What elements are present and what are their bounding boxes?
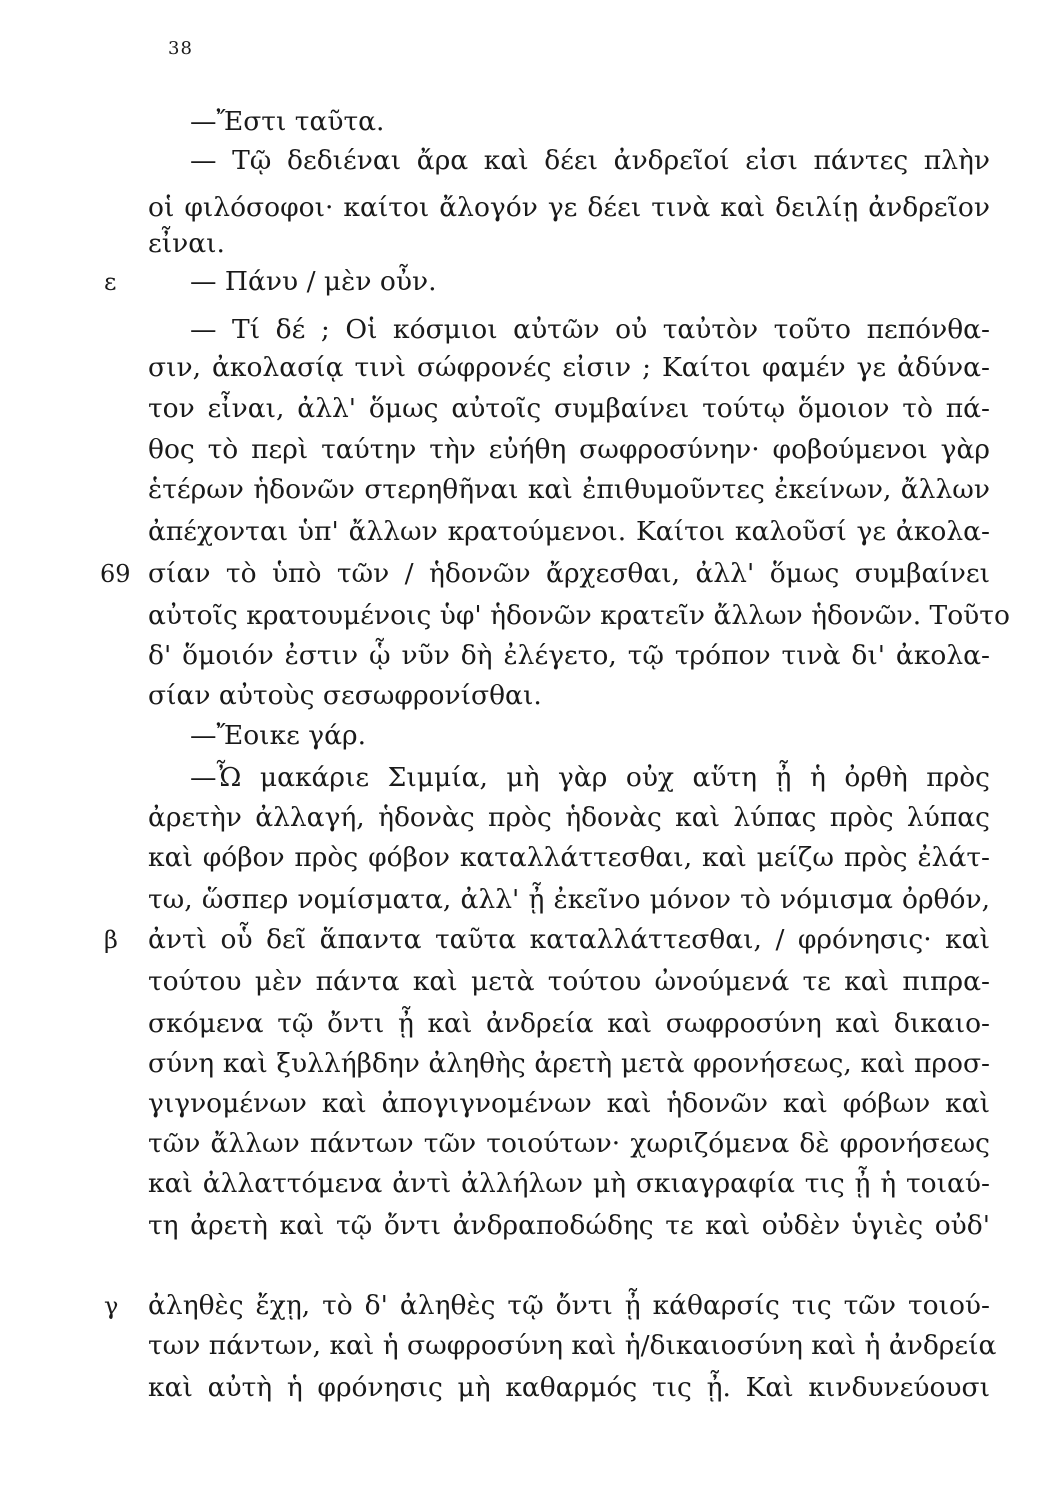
text-line: σίαν αὐτοὺς σεσωφρονίσθαι. [148, 680, 542, 711]
text-line: τω, ὥσπερ νομίσματα, ἀλλ' ᾖ ἐκεῖνο μόνον τὸ νόμισμα ὀρθόν, [148, 884, 990, 915]
text-line: — Τῷ δεδιέναι ἄρα καὶ δέει ἀνδρεῖοί εἰσι πάντες πλὴν [190, 145, 990, 176]
text-line: τη ἀρετὴ καὶ τῷ ὄντι ἀνδραποδώδης τε καὶ οὐδὲν ὑγιὲς οὐδ' [148, 1210, 990, 1241]
text-line: καὶ φόβον πρὸς φόβον καταλλάττεσθαι, καὶ μείζω πρὸς ἐλάτ- [148, 842, 990, 873]
text-line: τῶν ἄλλων πάντων τῶν τοιούτων· χωριζόμενα δὲ φρονήσεως [148, 1128, 990, 1159]
page-number: 38 [168, 38, 193, 59]
text-line: ἀληθὲς ἔχῃ, τὸ δ' ἀληθὲς τῷ ὄντι ᾖ κάθαρσίς τις τῶν τοιού- [148, 1290, 990, 1321]
margin-marker-gamma: γ [104, 1292, 119, 1320]
text-line: γιγνομένων καὶ ἀπογιγνομένων καὶ ἡδονῶν καὶ φόβων καὶ [148, 1088, 990, 1119]
text-line: σίαν τὸ ὑπὸ τῶν / ἡδονῶν ἄρχεσθαι, ἀλλ' ὅμως συμβαίνει [148, 558, 990, 589]
text-line: —Ὦ μακάριε Σιμμία, μὴ γὰρ οὐχ αὕτη ᾖ ἡ ὀρθὴ πρὸς [190, 762, 990, 793]
text-line: — Τί δέ ; Οἱ κόσμιοι αὐτῶν οὐ ταὐτὸν τοῦτο πεπόνθα- [190, 314, 990, 345]
text-line: ἀρετὴν ἀλλαγή, ἡδονὰς πρὸς ἡδονὰς καὶ λύπας πρὸς λύπας [148, 802, 990, 833]
text-line: τον εἶναι, ἀλλ' ὅμως αὐτοῖς συμβαίνει τούτῳ ὅμοιον τὸ πά- [148, 393, 990, 424]
margin-marker-beta: β [104, 926, 118, 954]
margin-marker-69: 69 [100, 560, 131, 588]
text-line: εἶναι. [148, 228, 225, 259]
text-line: των πάντων, καὶ ἡ σωφροσύνη καὶ ἡ/δικαιοσύνη καὶ ἡ ἀνδρεία [148, 1330, 997, 1361]
margin-marker-epsilon: ε [104, 268, 117, 296]
text-line: καὶ ἀλλαττόμενα ἀντὶ ἀλλήλων μὴ σκιαγραφία τις ᾖ ἡ τοιαύ- [148, 1168, 990, 1199]
text-line: σιν, ἀκολασίᾳ τινὶ σώφρονές εἰσιν ; Καίτοι φαμέν γε ἀδύνα- [148, 352, 990, 383]
text-line: δ' ὅμοιόν ἐστιν ᾧ νῦν δὴ ἐλέγετο, τῷ τρόπον τινὰ δι' ἀκολα- [148, 640, 990, 671]
text-line: καὶ αὐτὴ ἡ φρόνησις μὴ καθαρμός τις ᾖ. Καὶ κινδυνεύουσι [148, 1372, 990, 1403]
text-line: —Ἔστι ταῦτα. [190, 106, 385, 137]
text-line: ἀντὶ οὗ δεῖ ἅπαντα ταῦτα καταλλάττεσθαι, / φρόνησις· καὶ [148, 924, 990, 955]
text-line: αὐτοῖς κρατουμένοις ὑφ' ἡδονῶν κρατεῖν ἄλλων ἡδονῶν. Τοῦτο [148, 600, 1010, 631]
text-line: σύνη καὶ ξυλλήβδην ἀληθὴς ἀρετὴ μετὰ φρονήσεως, καὶ προσ- [148, 1048, 990, 1079]
text-line: τούτου μὲν πάντα καὶ μετὰ τούτου ὠνούμενά τε καὶ πιπρα- [148, 966, 990, 997]
text-line: — Πάνυ / μὲν οὖν. [190, 266, 437, 297]
text-line: σκόμενα τῷ ὄντι ᾖ καὶ ἀνδρεία καὶ σωφροσύνη καὶ δικαιο- [148, 1008, 990, 1039]
text-line: —Ἔοικε γάρ. [190, 720, 367, 751]
text-line: θος τὸ περὶ ταύτην τὴν εὐήθη σωφροσύνην· φοβούμενοι γὰρ [148, 434, 990, 465]
text-line: ἀπέχονται ὑπ' ἄλλων κρατούμενοι. Καίτοι καλοῦσί γε ἀκολα- [148, 516, 990, 547]
text-line: οἱ φιλόσοφοι· καίτοι ἄλογόν γε δέει τινὰ καὶ δειλίῃ ἀνδρεῖον [148, 192, 990, 223]
text-line: ἑτέρων ἡδονῶν στερηθῆναι καὶ ἐπιθυμοῦντες ἐκείνων, ἄλλων [148, 474, 990, 505]
